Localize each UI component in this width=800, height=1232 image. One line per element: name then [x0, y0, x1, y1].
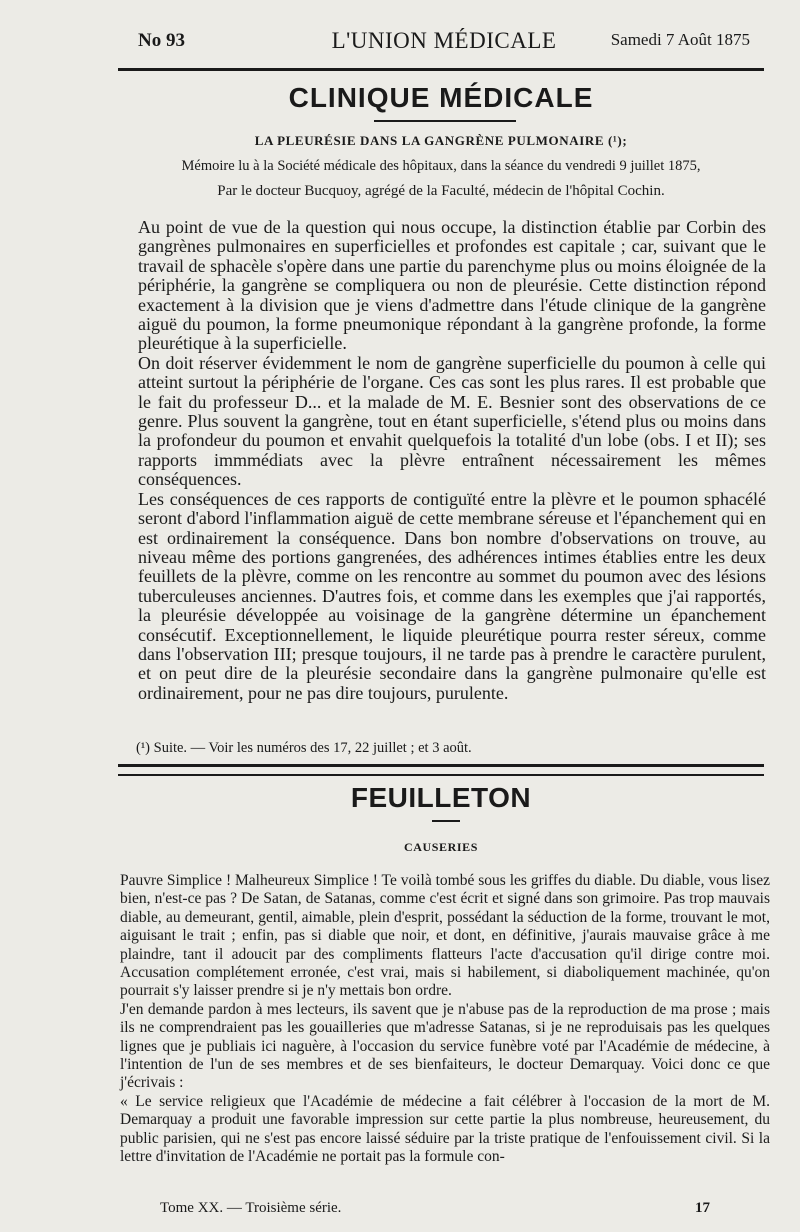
- section-heading-clinique: CLINIQUE MÉDICALE: [288, 82, 594, 113]
- page-number: 17: [695, 1200, 710, 1216]
- feuilleton-paragraph: « Le service religieux que l'Académie de médecine a fait célébrer à l'occasion de la mort de M. Demarquay a produit une favorable impression sur cette partie la plus nombreuse, heureusement, du public parisien, qui ne s'est pas encore laissé séduire par la triste pratique de l'enfouissement civil. Si la lettre d'invitation de l'Académie ne portait pas la formule con-: [120, 1092, 770, 1166]
- volume-info: Tome XX. — Troisième série.: [160, 1200, 342, 1216]
- feuilleton-underline: [432, 820, 460, 822]
- article-paragraph: Au point de vue de la question qui nous occupe, la distinction établie par Corbin des gangrènes pulmonaires en superficielles et profondes est capitale ; car, suivant que le travail de sphacèle s'opère dans une partie du parenchyme plus ou moins éloignée de la périphérie, la gangrène se compliquera ou non de pleurésie. Cette distinction répond exactement à la division que je viens d'admettre dans l'étude clinique de la gangrène aiguë du poumon, la forme pneumonique répondant à la gangrène profonde, la forme pleurétique à la superficielle.: [138, 217, 766, 354]
- feuilleton-paragraph: J'en demande pardon à mes lecteurs, ils savent que je n'abuse pas de la reproduction de ma prose ; mais ils ne comprendraient pas les gouailleries que m'adresse Satanas, si je ne reproduisais pas les quelques lignes que je publiais ici naguère, à l'occasion du service funèbre voté par l'Académie de médecine, à l'intention de l'un de ses membres et de ses bienfaiteurs, le docteur Demarquay. Voici donc ce que j'écrivais :: [120, 1000, 770, 1092]
- section-heading-feuilleton: FEUILLETON: [350, 782, 532, 813]
- article-paragraph: On doit réserver évidemment le nom de gangrène superficielle du poumon à celle qui atteint surtout la périphérie de l'organe. Ces cas sont les plus rares. Il est probable que le fait du professeur D... et la malade de M. E. Besnier sont des observations de ce genre. Plus souvent la gangrène, tout en étant superficielle, s'étend plus ou moins dans la profondeur du poumon et envahit quelquefois la totalité d'un lobe (obs. I et II); ses rapports immmédiats avec la plèvre entraînent nécessairement les mêmes conséquences.: [138, 352, 766, 490]
- feuilleton-paragraph: Pauvre Simplice ! Malheureux Simplice ! Te voilà tombé sous les griffes du diable. Du diable, vous lisez bien, n'est-ce pas ? De Satan, de Satanas, comme c'est écrit et signé dans son grimoire. Pas trop mauvais diable, au demeurant, gentil, aimable, plein d'esprit, possédant la séduction de la forme, trouvant le mot, aiguisant le trait ; enfin, pas si diable que noir, et dont, en définitive, j'aurais mauvaise grâce à me plaindre, tant il adoucit par des compliments flatteurs l'acte d'accusation qu'il dirige contre moi. Accusation complétement erronée, c'est vrai, mais si habilement, si diaboliquement machinée, qu'on pourrait s'y laisser prendre si je n'y mettais bon ordre.: [120, 872, 770, 1000]
- issue-number: No 93: [138, 30, 185, 51]
- feuilleton-body: [120, 872, 770, 1167]
- article-subtitle: Mémoire lu à la Société médicale des hôpitaux, dans la séance du vendredi 9 juillet 1875,: [181, 158, 701, 174]
- page-footer: [160, 1200, 710, 1220]
- article-author: Par le docteur Bucquoy, agrégé de la Faculté, médecin de l'hôpital Cochin.: [217, 183, 665, 199]
- running-head: [138, 30, 750, 60]
- footnote: (¹) Suite. — Voir les numéros des 17, 22 juillet ; et 3 août.: [136, 740, 472, 756]
- section-divider: [118, 764, 764, 776]
- article-title: LA PLEURÉSIE DANS LA GANGRÈNE PULMONAIRE (¹);: [254, 133, 628, 148]
- header-rule: [118, 68, 764, 71]
- journal-title: L'UNION MÉDICALE: [331, 28, 557, 53]
- heading-underline: [374, 120, 516, 122]
- issue-date: Samedi 7 Août 1875: [610, 30, 750, 49]
- feuilleton-subheading: CAUSERIES: [403, 840, 479, 854]
- article-paragraph: Les conséquences de ces rapports de contiguïté entre la plèvre et le poumon sphacélé seront d'abord l'inflammation aiguë de cette membrane séreuse et l'épanchement qui en est ordinairement la conséquence. Dans bon nombre d'observations on trouve, au niveau même des portions gangrenées, des adhérences intimes établies entre les deux feuillets de la plèvre, comme on les rencontre au sommet du poumon avec des lésions tuberculeuses anciennes. D'autres fois, et comme dans les exemples que j'ai rapportés, la pleurésie développée au voisinage de la gangrène détermine un épanchement consécutif. Exceptionnellement, le liquide pleurétique pourra rester séreux, comme dans l'observation III; presque toujours, il ne tarde pas à prendre le caractère purulent, et on peut dire de la pleurésie secondaire dans la gangrène pulmonaire qu'elle est ordinairement, pour ne pas dire toujours, purulente.: [138, 488, 766, 703]
- article-body: [138, 218, 766, 703]
